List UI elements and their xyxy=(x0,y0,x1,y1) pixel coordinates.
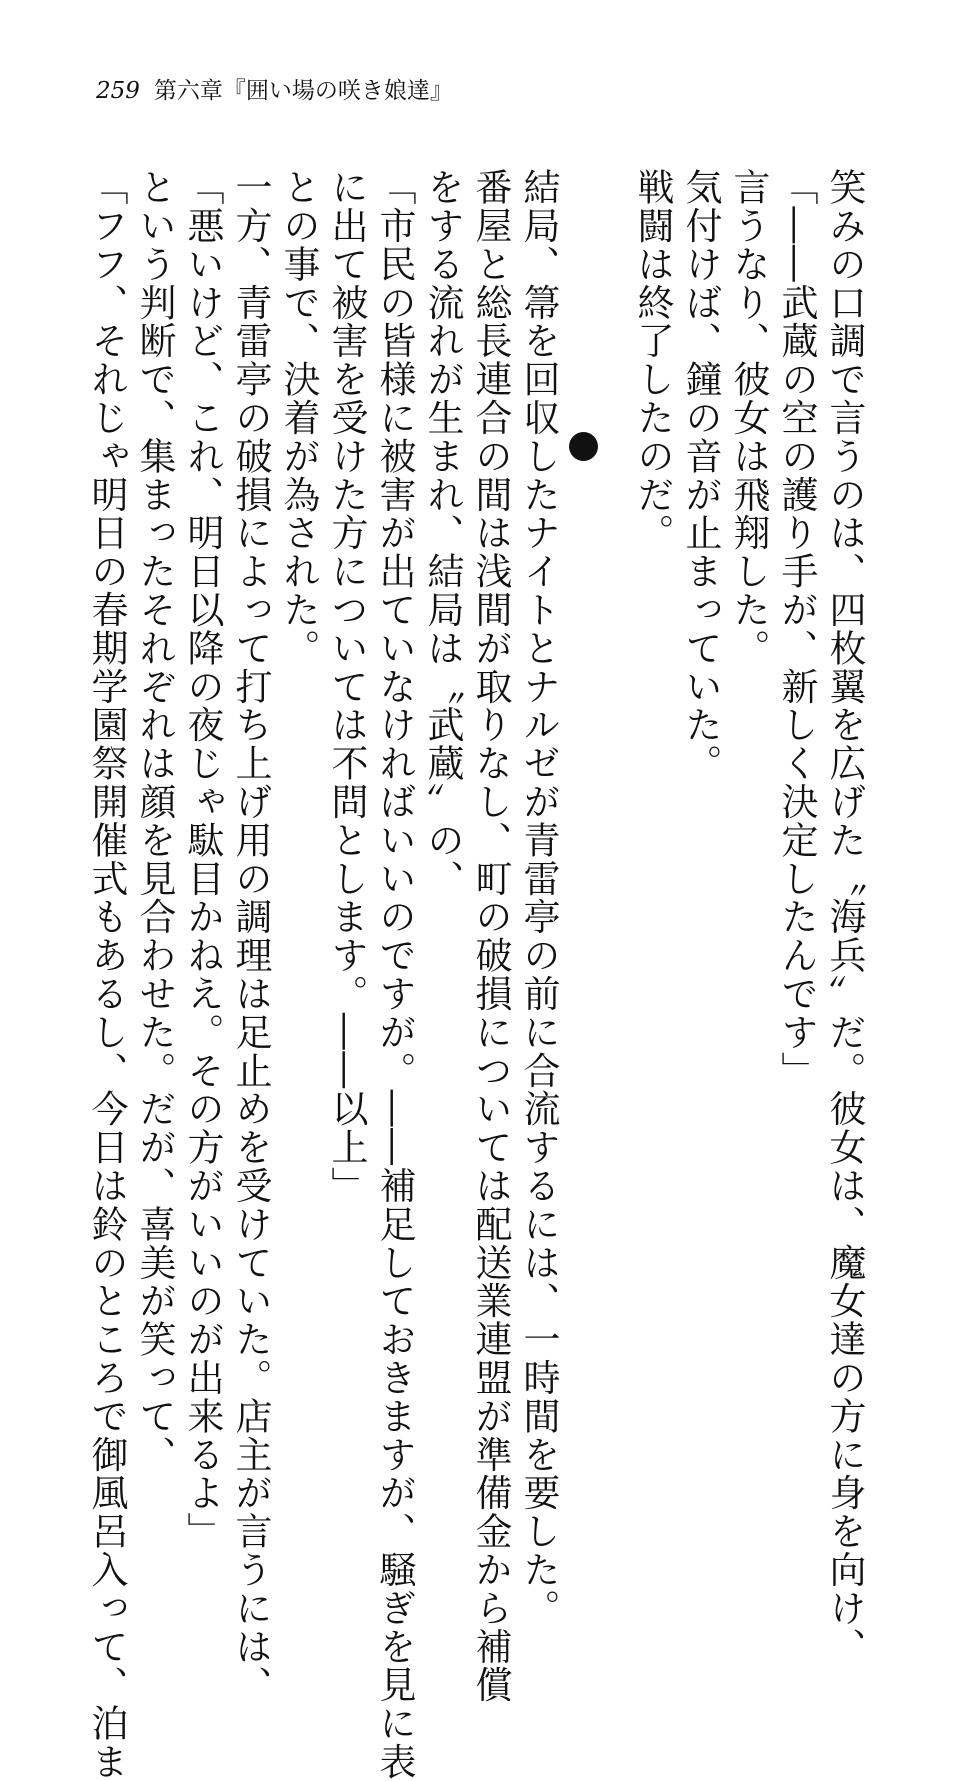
text-column-14: という判断で、集まったそれぞれは顔を見合わせた。だが、喜美が笑って、 xyxy=(133,168,176,1474)
text-column-15: 「フフ、それじゃ明日の春期学園祭開催式もあるし、今日は鈴のところで御風呂入って、泊ま xyxy=(85,168,128,1781)
text-column-10: に出て被害を受けた方については不問とします。――以上」 xyxy=(325,168,368,1205)
scene-break-dot xyxy=(569,432,598,461)
text-column-9: 「市民の皆様に被害が出ていなければいいのですが。――補足しておきますが、騒ぎを見に表 xyxy=(373,168,416,1781)
text-column-12: 一方、青雷亭の破損によって打ち上げ用の調理は足止めを受けていた。店主が言うには、 xyxy=(229,168,272,1704)
text-column-5: 戦闘は終了したのだ。 xyxy=(631,168,674,552)
chapter-title: 第六章『囲い場の咲き娘達』 xyxy=(153,78,453,104)
page-number: 259 xyxy=(96,78,140,104)
text-column-6: 結局、箒を回収したナイトとナルゼが青雷亭の前に合流するには、一時間を要した。 xyxy=(517,168,560,1628)
text-column-7: 番屋と総長連合の間は浅間が取りなし、町の破損については配送業連盟が準備金から補償 xyxy=(469,168,512,1704)
text-column-1: 笑みの口調で言うのは、四枚翼を広げた〝海兵〟だ。彼女は、魔女達の方に身を向け、 xyxy=(823,168,866,1666)
text-column-8: をする流れが生まれ、結局は〝武蔵〟の、 xyxy=(421,168,464,898)
page-header xyxy=(96,72,453,105)
text-column-13: 「悪いけど、これ、明日以降の夜じゃ駄目かねえ。その方がいいのが出来るよ」 xyxy=(181,168,224,1551)
text-column-11: との事で、決着が為された。 xyxy=(277,168,320,668)
text-column-3: 言うなり、彼女は飛翔した。 xyxy=(727,168,770,668)
text-column-2: 「――武蔵の空の護り手が、新しく決定したんです」 xyxy=(775,168,818,1090)
text-column-4: 気付けば、鐘の音が止まっていた。 xyxy=(679,168,722,783)
